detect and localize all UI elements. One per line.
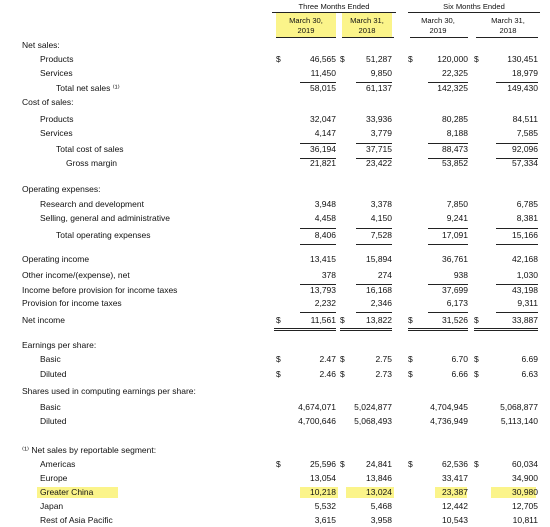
row-value-col3: 33,417 (442, 473, 468, 483)
row-value-col1: 4,700,646 (298, 416, 336, 426)
row-value-col1: 11,450 (310, 68, 336, 78)
row-value-col1: 13,415 (310, 254, 336, 264)
rule-sga (496, 228, 538, 229)
row-value-col2: 23,422 (366, 158, 392, 168)
row-value-col4: 149,430 (507, 83, 538, 93)
row-value-col3: 10,543 (442, 515, 468, 525)
row-label: Shares used in computing earnings per share: (22, 386, 196, 396)
row-value-col1: 2.46 (319, 369, 336, 379)
row-value-col3: 4,736,949 (430, 416, 468, 426)
rule-total-opex (428, 244, 468, 245)
col4-header-rule (476, 37, 538, 38)
dollar-sign: $ (408, 369, 413, 379)
row-value-col4: 42,168 (512, 254, 538, 264)
row-value-col4: 18,979 (512, 68, 538, 78)
row-value-col3: 7,850 (446, 199, 468, 209)
dollar-sign: $ (276, 54, 281, 64)
rule-provision (356, 312, 392, 313)
row-value-col3: 22,325 (442, 68, 468, 78)
row-value-col1: 21,821 (310, 158, 336, 168)
rule-provision (300, 312, 336, 313)
three-months-rule (272, 12, 396, 13)
row-label: Net income (22, 315, 65, 325)
row-value-col3: 36,761 (442, 254, 468, 264)
row-value-col2: 2,346 (370, 298, 392, 308)
row-label: Selling, general and administrative (40, 213, 170, 223)
row-value-col2: 3,958 (370, 515, 392, 525)
row-label: ⁽¹⁾ Net sales by reportable segment: (22, 445, 157, 455)
row-value-col2: 7,528 (370, 230, 392, 240)
row-label: Other income/(expense), net (22, 270, 130, 280)
rule-provision (496, 312, 538, 313)
row-value-col4: 5,113,140 (500, 416, 538, 426)
col1-header-line2: 2019 (297, 26, 315, 35)
row-value-col1: 3,948 (314, 199, 336, 209)
dollar-sign: $ (276, 354, 281, 364)
row-value-col1: 5,532 (314, 501, 336, 511)
row-value-col1: 46,565 (310, 54, 336, 64)
row-value-col3: 938 (453, 270, 468, 280)
row-value-col4: 43,198 (512, 285, 538, 295)
row-label: Basic (40, 402, 61, 412)
row-label: Basic (40, 354, 61, 364)
row-value-col1: 11,561 (310, 315, 336, 325)
rule-net-income-double (474, 328, 538, 329)
row-value-col4: 7,585 (516, 128, 538, 138)
row-label: Net sales: (22, 40, 60, 50)
row-value-col3: 6.70 (451, 354, 468, 364)
rule-net-income-double (340, 328, 392, 329)
row-label: Greater China (40, 487, 94, 497)
rule-total-opex (356, 244, 392, 245)
row-value-col3: 23,387 (442, 487, 468, 497)
rule-net-income-double (474, 330, 538, 331)
row-value-col3: 17,091 (442, 230, 468, 240)
row-value-col2: 5,068,493 (354, 416, 392, 426)
row-label: Cost of sales: (22, 97, 74, 107)
row-value-col4: 34,900 (512, 473, 538, 483)
col3-header-rule (410, 37, 468, 38)
row-value-col4: 84,511 (512, 114, 538, 124)
row-value-col1: 36,194 (310, 144, 336, 154)
row-value-col4: 60,034 (512, 459, 538, 469)
row-value-col4: 6,785 (516, 199, 538, 209)
row-label: Total net sales ⁽¹⁾ (56, 83, 120, 93)
dollar-sign: $ (276, 459, 281, 469)
row-value-col3: 62,536 (442, 459, 468, 469)
row-value-col3: 53,852 (442, 158, 468, 168)
dollar-sign: $ (340, 315, 345, 325)
row-value-col3: 80,285 (442, 114, 468, 124)
rule-net-income-double (408, 328, 468, 329)
rule-net-income-double (340, 330, 392, 331)
rule-provision (428, 312, 468, 313)
dollar-sign: $ (474, 315, 479, 325)
row-label: Total operating expenses (56, 230, 151, 240)
row-value-col1: 4,674,071 (298, 402, 336, 412)
row-value-col3: 12,442 (442, 501, 468, 511)
row-label: Provision for income taxes (22, 298, 122, 308)
row-label: Rest of Asia Pacific (40, 515, 113, 525)
row-value-col4: 33,887 (512, 315, 538, 325)
row-label: Diluted (40, 416, 67, 426)
row-value-col4: 6.63 (521, 369, 538, 379)
row-value-col2: 61,137 (366, 83, 392, 93)
row-value-col1: 3,615 (314, 515, 336, 525)
row-value-col4: 130,451 (507, 54, 538, 64)
row-value-col3: 8,188 (446, 128, 468, 138)
rule-net-income-double (274, 330, 336, 331)
rule-total-opex (496, 244, 538, 245)
dollar-sign: $ (474, 354, 479, 364)
dollar-sign: $ (340, 354, 345, 364)
row-value-col2: 4,150 (370, 213, 392, 223)
row-value-col3: 6,173 (446, 298, 468, 308)
dollar-sign: $ (340, 459, 345, 469)
row-value-col3: 142,325 (437, 83, 468, 93)
row-value-col2: 3,779 (370, 128, 392, 138)
row-value-col2: 13,846 (366, 473, 392, 483)
row-value-col1: 4,458 (314, 213, 336, 223)
dollar-sign: $ (408, 54, 413, 64)
row-label: Services (40, 128, 73, 138)
row-value-col4: 15,166 (512, 230, 538, 240)
dollar-sign: $ (474, 54, 479, 64)
six-months-header: Six Months Ended (443, 2, 505, 11)
dollar-sign: $ (276, 315, 281, 325)
dollar-sign: $ (408, 354, 413, 364)
row-value-col3: 4,704,945 (430, 402, 468, 412)
row-value-col1: 378 (321, 270, 336, 280)
dollar-sign: $ (408, 459, 413, 469)
row-value-col3: 88,473 (442, 144, 468, 154)
row-value-col4: 92,096 (512, 144, 538, 154)
row-value-col2: 2.73 (375, 369, 392, 379)
rule-net-income-double (408, 330, 468, 331)
row-value-col4: 57,334 (512, 158, 538, 168)
row-value-col2: 13,822 (366, 315, 392, 325)
rule-sga (428, 228, 468, 229)
rule-sga (356, 228, 392, 229)
row-label: Japan (40, 501, 64, 511)
row-label: Operating expenses: (22, 184, 101, 194)
col2-header-line1: March 31, (350, 16, 384, 25)
row-label: Income before provision for income taxes (22, 285, 178, 295)
row-value-col4: 6.69 (521, 354, 538, 364)
row-value-col2: 13,024 (366, 487, 392, 497)
row-value-col4: 8,381 (516, 213, 538, 223)
row-value-col2: 24,841 (366, 459, 392, 469)
rule-sga (300, 228, 336, 229)
col4-header-line1: March 31, (491, 16, 525, 25)
row-label: Total cost of sales (56, 144, 124, 154)
col2-header-line2: 2018 (358, 26, 376, 35)
row-label: Research and development (40, 199, 144, 209)
row-value-col1: 32,047 (310, 114, 336, 124)
row-value-col4: 9,311 (517, 298, 538, 308)
row-value-col2: 16,168 (366, 285, 392, 295)
row-value-col1: 4,147 (314, 128, 336, 138)
col1-header-line1: March 30, (289, 16, 323, 25)
row-value-col2: 15,894 (366, 254, 392, 264)
row-value-col4: 1,030 (516, 270, 538, 280)
row-value-col3: 31,526 (442, 315, 468, 325)
row-value-col3: 37,699 (442, 285, 468, 295)
dollar-sign: $ (340, 369, 345, 379)
dollar-sign: $ (340, 54, 345, 64)
row-value-col2: 51,287 (366, 54, 392, 64)
row-value-col2: 37,715 (366, 144, 392, 154)
dollar-sign: $ (276, 369, 281, 379)
row-label: Products (40, 114, 74, 124)
row-value-col2: 3,378 (370, 199, 392, 209)
row-value-col2: 274 (377, 270, 392, 280)
row-value-col1: 13,054 (310, 473, 336, 483)
row-label: Products (40, 54, 74, 64)
rule-net-income-double (274, 328, 336, 329)
row-label: Americas (40, 459, 76, 469)
row-value-col4: 5,068,877 (500, 402, 538, 412)
row-value-col2: 5,024,877 (354, 402, 392, 412)
row-value-col1: 2.47 (319, 354, 336, 364)
six-months-rule (408, 12, 540, 13)
row-value-col3: 6.66 (451, 369, 468, 379)
row-value-col2: 5,468 (370, 501, 392, 511)
row-value-col1: 2,232 (314, 298, 336, 308)
row-value-col1: 13,793 (310, 285, 336, 295)
row-value-col4: 30,980 (512, 487, 538, 497)
row-value-col1: 58,015 (310, 83, 336, 93)
row-value-col1: 8,406 (314, 230, 336, 240)
row-value-col4: 10,811 (512, 515, 538, 525)
col2-header-rule (342, 37, 394, 38)
col3-header-line2: 2019 (429, 26, 447, 35)
row-value-col2: 9,850 (370, 68, 392, 78)
col1-header-rule (276, 37, 336, 38)
rule-total-opex (300, 244, 336, 245)
row-label: Gross margin (66, 158, 118, 168)
col4-header-line2: 2018 (499, 26, 517, 35)
row-label: Europe (40, 473, 68, 483)
row-value-col2: 2.75 (375, 354, 392, 364)
row-label: Earnings per share: (22, 340, 97, 350)
dollar-sign: $ (474, 459, 479, 469)
row-value-col1: 25,596 (310, 459, 336, 469)
row-value-col3: 9,241 (446, 213, 468, 223)
row-label: Diluted (40, 369, 67, 379)
row-label: Services (40, 68, 73, 78)
dollar-sign: $ (408, 315, 413, 325)
row-label: Operating income (22, 254, 90, 264)
row-value-col4: 12,705 (512, 501, 538, 511)
row-value-col2: 33,936 (366, 114, 392, 124)
row-value-col1: 10,218 (310, 487, 336, 497)
dollar-sign: $ (474, 369, 479, 379)
col3-header-line1: March 30, (421, 16, 455, 25)
row-value-col3: 120,000 (437, 54, 468, 64)
three-months-header: Three Months Ended (298, 2, 370, 11)
